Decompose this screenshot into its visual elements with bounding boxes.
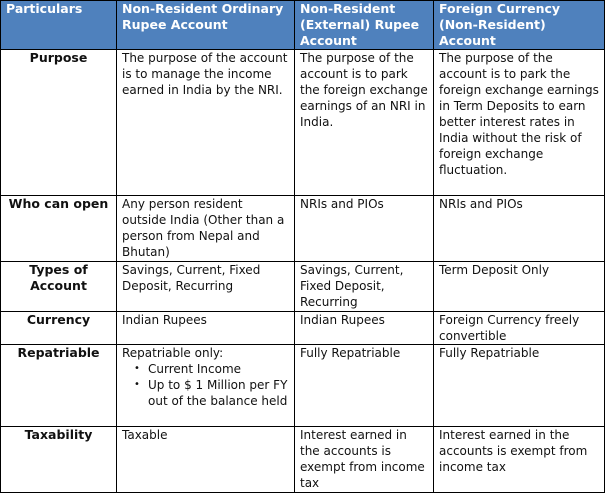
- cell-purpose-nro: The purpose of the account is to manage the income earned in India by the NRI.: [117, 50, 295, 196]
- row-label-repatriable: Repatriable: [1, 345, 117, 427]
- row-label-taxability: Taxability: [1, 427, 117, 493]
- list-item: [134, 377, 289, 409]
- cell-taxability-fcnr: Interest earned in the accounts is exempt from income tax: [434, 427, 605, 493]
- row-label-currency: Currency: [1, 312, 117, 345]
- table-row: [1, 262, 605, 312]
- table-row: [1, 196, 605, 262]
- header-nro-account: Non-Resident Ordinary Rupee Account: [117, 1, 295, 50]
- cell-repatriable-fcnr: Fully Repatriable: [434, 345, 605, 427]
- table-row: [1, 50, 605, 196]
- list-item-text: Up to $ 1 Million per FY out of the balance held: [148, 378, 288, 408]
- row-label-types-of-account: Types of Account: [1, 262, 117, 312]
- row-label-purpose: Purpose: [1, 50, 117, 196]
- cell-purpose-nre: The purpose of the account is to park the foreign exchange earnings of an NRI in India.: [295, 50, 434, 196]
- table-header: [1, 1, 605, 50]
- cell-purpose-fcnr: The purpose of the account is to park the foreign exchange earnings in Term Deposits to earn better interest rates in India without the risk of foreign exchange fluctuation.: [434, 50, 605, 196]
- cell-taxability-nro: Taxable: [117, 427, 295, 493]
- list-item: [134, 361, 289, 377]
- cell-currency-nro: Indian Rupees: [117, 312, 295, 345]
- cell-who-fcnr: NRIs and PIOs: [434, 196, 605, 262]
- cell-types-nre: Savings, Current, Fixed Deposit, Recurring: [295, 262, 434, 312]
- table-row: [1, 345, 605, 427]
- repatriable-intro: Repatriable only:: [122, 346, 224, 360]
- cell-currency-nre: Indian Rupees: [295, 312, 434, 345]
- list-item-text: Current Income: [148, 362, 242, 376]
- header-nre-account: Non-Resident (External) Rupee Account: [295, 1, 434, 50]
- table-row: [1, 427, 605, 493]
- cell-types-fcnr: Term Deposit Only: [434, 262, 605, 312]
- table-body: [1, 50, 605, 493]
- row-label-who-can-open: Who can open: [1, 196, 117, 262]
- header-particulars: Particulars: [1, 1, 117, 50]
- cell-who-nro: Any person resident outside India (Other than a person from Nepal and Bhutan): [117, 196, 295, 262]
- table-row: [1, 312, 605, 345]
- cell-repatriable-nro: [117, 345, 295, 427]
- header-row: [1, 1, 605, 50]
- bullet-icon: •: [134, 363, 140, 374]
- cell-types-nro: Savings, Current, Fixed Deposit, Recurring: [117, 262, 295, 312]
- bullet-icon: •: [134, 379, 140, 390]
- cell-currency-fcnr: Foreign Currency freely convertible: [434, 312, 605, 345]
- cell-taxability-nre: Interest earned in the accounts is exempt from income tax: [295, 427, 434, 493]
- header-fcnr-account: Foreign Currency (Non-Resident) Account: [434, 1, 605, 50]
- repatriable-list: [122, 361, 289, 409]
- cell-repatriable-nre: Fully Repatriable: [295, 345, 434, 427]
- cell-who-nre: NRIs and PIOs: [295, 196, 434, 262]
